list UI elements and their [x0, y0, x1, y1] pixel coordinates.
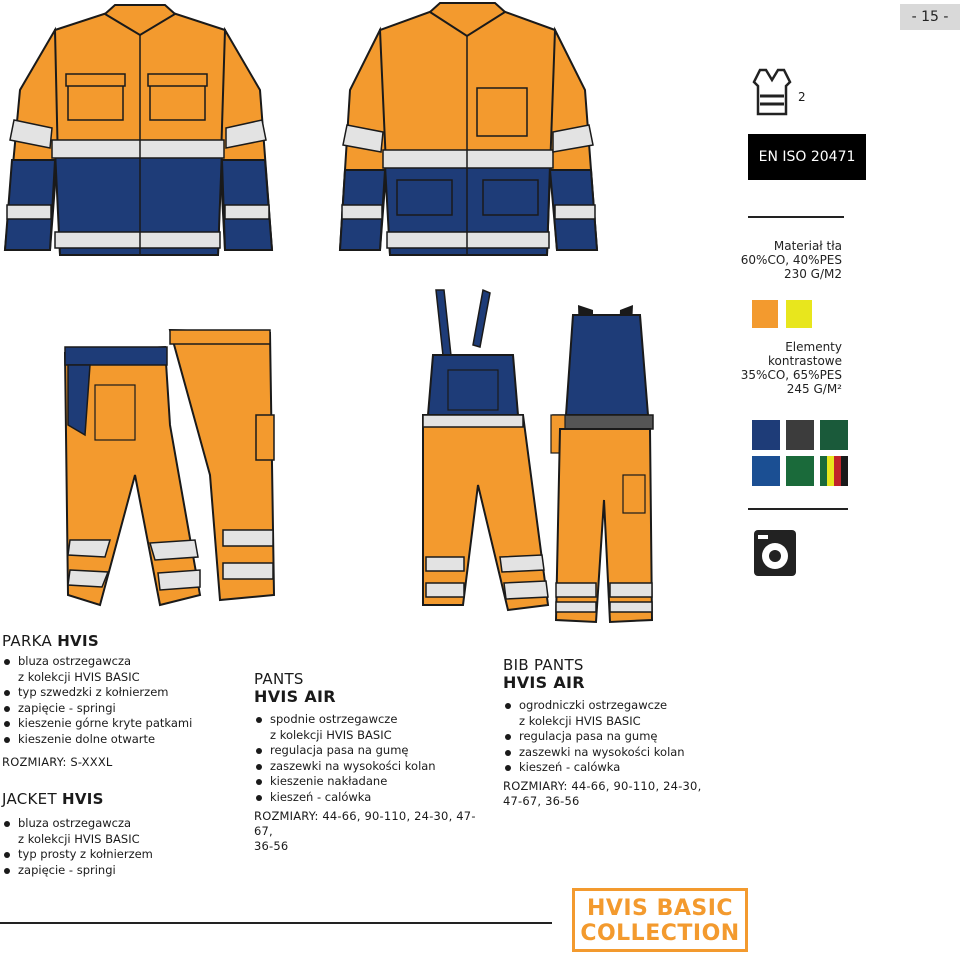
divider-2 [748, 508, 848, 510]
list-item: kieszenie dolne otwarte [2, 732, 242, 748]
list-item: z kolekcji HVIS BASIC [18, 831, 140, 846]
swatch-navy [752, 420, 780, 450]
bib-pants-front-illustration [418, 285, 553, 620]
list-item: zapięcie - springi [2, 701, 242, 717]
contrast-weight: 245 G/M² [786, 382, 842, 396]
list-item: kieszeń - calówka [254, 790, 494, 806]
class-number: 2 [798, 90, 806, 104]
bib-pants-section [503, 656, 743, 809]
base-label: Materiał tła [773, 239, 842, 253]
contrast-label-2: kontrastowe [768, 354, 842, 368]
washing-machine-icon [752, 528, 798, 578]
pants-title-1: PANTS [254, 670, 304, 688]
pants-sizes [254, 809, 494, 854]
swatch-yellow [786, 300, 812, 328]
list-item: typ szwedzki z kołnierzem [2, 685, 242, 701]
list-item: zaszewki na wysokości kolan [254, 759, 494, 775]
jacket-title-brand: HVIS [62, 790, 104, 808]
list-item: regulacja pasa na gumę [254, 743, 494, 759]
bib-pants-title-1: BIB PANTS [503, 656, 584, 674]
swatch-grey [786, 420, 814, 450]
page-number: - 15 - [900, 4, 960, 30]
list-item: ogrodniczki ostrzegawcze [503, 698, 743, 714]
parka-title-brand: HVIS [57, 632, 99, 650]
divider [748, 216, 844, 218]
hvis-basic-collection-logo [572, 888, 748, 952]
jacket-title-prefix: JACKET [2, 790, 57, 808]
swatch-green [820, 420, 848, 450]
contrast-label-1: Elementy [785, 340, 842, 354]
list-item: bluza ostrzegawcza [2, 816, 242, 832]
bib-pants-features [503, 698, 743, 776]
parka-title-prefix: PARKA [2, 632, 53, 650]
jacket-illustration [335, 0, 605, 265]
standard-label: EN ISO 20471 [748, 134, 866, 180]
base-material-spec [700, 239, 842, 281]
list-item: spodnie ostrzegawcze [254, 712, 494, 728]
pants-sizes-line-2: 36-56 [254, 838, 289, 853]
pants-features [254, 712, 494, 806]
bottom-divider [0, 922, 552, 924]
swatch-green-2 [786, 456, 814, 486]
swatch-orange [752, 300, 778, 328]
base-composition: 60%CO, 40%PES [740, 253, 842, 267]
list-item: zaszewki na wysokości kolan [503, 745, 743, 761]
list-item: kieszenie nakładane [254, 774, 494, 790]
logo-line-1: HVIS BASIC [586, 896, 734, 921]
parka-illustration [0, 0, 280, 270]
list-item: typ prosty z kołnierzem [2, 847, 242, 863]
bib-pants-back-illustration [548, 300, 660, 630]
parka-title [2, 632, 242, 650]
list-item: kieszenie górne kryte patkami [2, 716, 242, 732]
bib-pants-sizes [503, 779, 743, 809]
list-item: bluza ostrzegawcza [2, 654, 242, 670]
contrast-composition: 35%CO, 65%PES [740, 368, 842, 382]
jacket-title [2, 790, 242, 808]
pants-sizes-line-1: ROZMIARY: 44-66, 90-110, 24-30, 47-67, [254, 808, 476, 838]
bib-pants-sizes-line-2: 47-67, 36-56 [503, 793, 580, 808]
list-item: z kolekcji HVIS BASIC [519, 713, 641, 728]
logo-line-2: COLLECTION [580, 921, 740, 946]
pants-section [254, 670, 494, 854]
parka-section [2, 632, 242, 770]
jacket-features [2, 816, 242, 878]
bib-pants-sizes-line-1: ROZMIARY: 44-66, 90-110, 24-30, [503, 778, 702, 793]
list-item: zapięcie - springi [2, 863, 242, 879]
base-weight: 230 G/M2 [783, 267, 842, 281]
swatch-blue [752, 456, 780, 486]
bib-pants-title-2: HVIS AIR [503, 673, 585, 692]
list-item: regulacja pasa na gumę [503, 729, 743, 745]
parka-sizes: ROZMIARY: S-XXXL [2, 754, 113, 769]
hi-vis-vest-icon [750, 66, 794, 118]
swatch-striped [820, 456, 848, 486]
pants-illustration [60, 325, 285, 615]
jacket-section [2, 790, 242, 878]
list-item: z kolekcji HVIS BASIC [270, 727, 392, 742]
contrast-material-spec [700, 340, 842, 396]
parka-features [2, 654, 242, 748]
pants-title-2: HVIS AIR [254, 687, 336, 706]
list-item: z kolekcji HVIS BASIC [18, 669, 140, 684]
list-item: kieszeń - calówka [503, 760, 743, 776]
